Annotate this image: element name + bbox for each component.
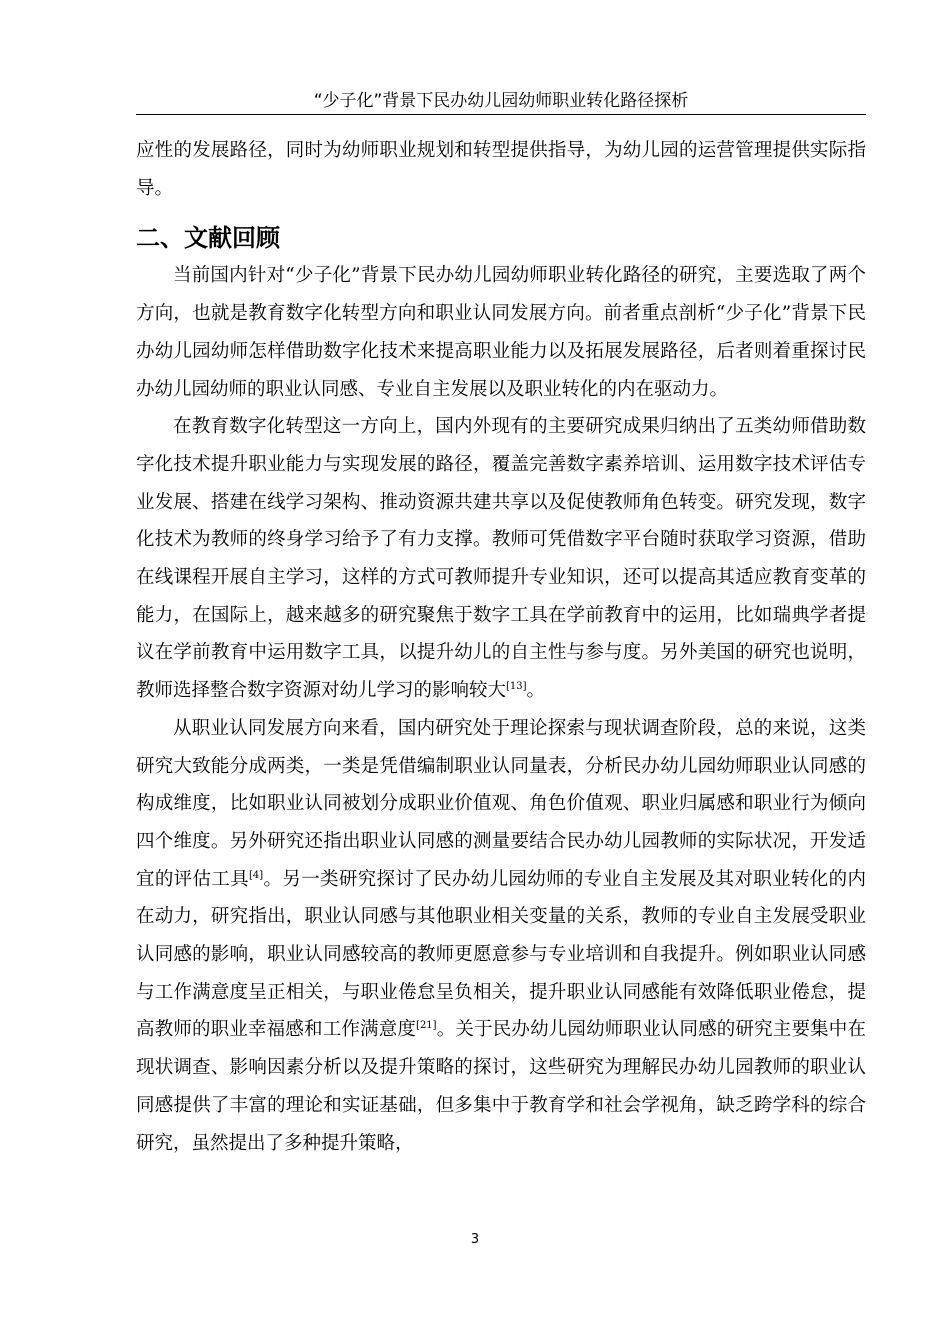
paragraph-2-end: 。 <box>526 680 546 702</box>
citation-13: [13] <box>506 681 527 693</box>
paragraph-intro: 应性的发展路径，同时为幼师职业规划和转型提供指导，为幼儿园的运营管理提供实际指导。 <box>136 140 866 199</box>
document-body <box>136 132 866 1162</box>
paragraph-2-text: 在教育数字化转型这一方向上，国内外现有的主要研究成果归纳出了五类幼师借助数字化技术提升职业能力与实现发展的路径，覆盖完善数字素养培训、运用数字技术评估专业发展、搭建在线学习架构、推动资源共建共享以及促使教师角色转变。研究发现，数字化技术为教师的终身学习给予了有力支撑。教师可凭借数字平台随时获取学习资源，借助在线课程开展自主学习，这样的方式可教师提升专业知识，还可以提高其适应教育变革的能力，在国际上，越来越多的研究聚焦于数字工具在学前教育中的运用，比如瑞典学者提议在学前教育中运用数字工具，以提升幼儿的自主性与参与度。另外美国的研究也说明，教师选择整合数字资源对幼儿学习的影响较大 <box>136 416 866 702</box>
running-header: “少子化”背景下民办幼儿园幼师职业转化路径探析 <box>136 88 866 115</box>
paragraph-3-text-a: 从职业认同发展方向来看，国内研究处于理论探索与现状调查阶段，总的来说，这类研究大致能分成两类，一类是凭借编制职业认同量表，分析民办幼儿园幼师职业认同感的构成维度，比如职业认同被划分成职业价值观、角色价值观、职业归属感和职业行为倾向四个维度。另外研究还指出职业认同感的测量要结合民办幼儿园教师的实际状况，开发适宜的评估工具 <box>136 717 866 890</box>
paragraph-1: 当前国内针对“少子化”背景下民办幼儿园幼师职业转化路径的研究，主要选取了两个方向，也就是教育数字化转型方向和职业认同发展方向。前者重点剖析“少子化”背景下民办幼儿园幼师怎样借助数字化技术来提高职业能力以及拓展发展路径，后者则着重探讨民办幼儿园幼师的职业认同感、专业自主发展以及职业转化的内在驱动力。 <box>136 265 866 400</box>
section-heading: 二、文献回顾 <box>136 224 280 253</box>
paragraph-3 <box>136 710 866 1162</box>
page-number: 3 <box>470 1232 480 1247</box>
paragraph-3-text-c: 。关于民办幼儿园幼师职业认同感的研究主要集中在现状调查、影响因素分析以及提升策略的探讨，这些研究为理解民办幼儿园教师的职业认同感提供了丰富的理论和实证基础，但多集中于教育学和社会学视角，缺乏跨学科的综合研究，虽然提出了多种提升策略， <box>136 1019 866 1154</box>
citation-4: [4] <box>249 869 264 881</box>
paragraph-2 <box>136 408 866 710</box>
paragraph-3-text-b: 。另一类研究探讨了民办幼儿园幼师的专业自主发展及其对职业转化的内在动力，研究指出，职业认同感与其他职业相关变量的关系，教师的专业自主发展受职业认同感的影响，职业认同感较高的教师更愿意参与专业培训和自我提升。例如职业认同感与工作满意度呈正相关，与职业倦怠呈负相关，提升职业认同感能有效降低职业倦怠，提高教师的职业幸福感和工作满意度 <box>136 868 866 1041</box>
citation-21: [21] <box>416 1020 437 1032</box>
